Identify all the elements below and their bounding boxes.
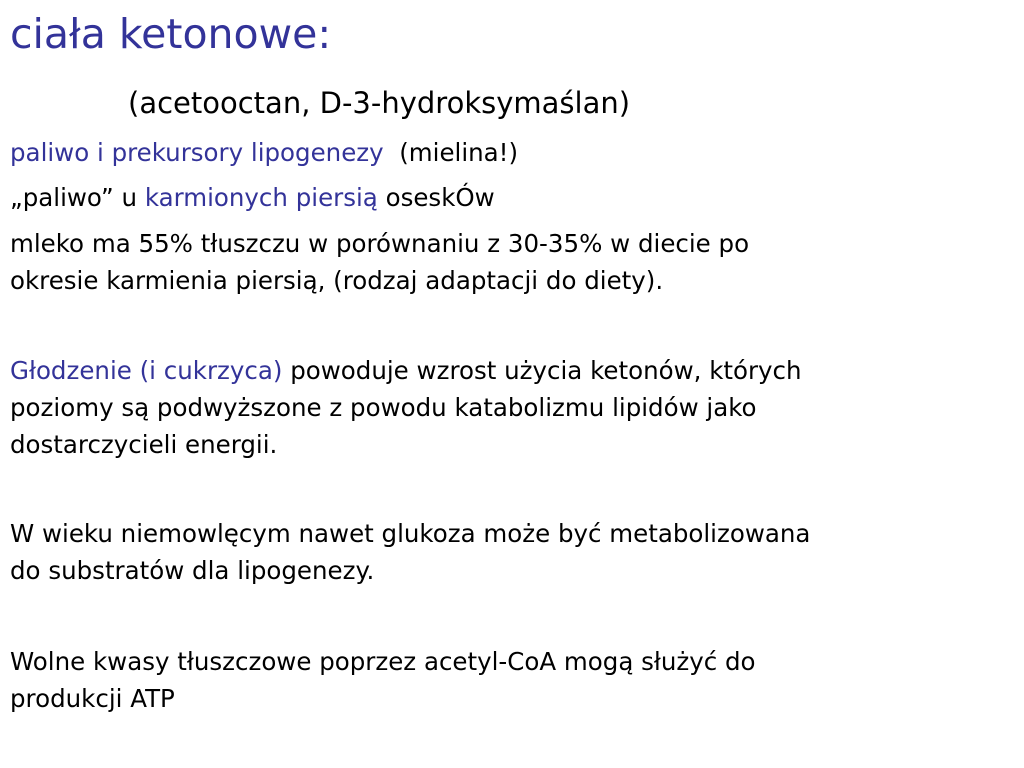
starvation-line-3: dostarczycieli energii.	[10, 430, 278, 459]
slide-title: ciała ketonowe:	[10, 10, 332, 58]
breastfed-fuel-line	[10, 179, 495, 216]
fuel-lipogenesis-line	[10, 134, 518, 171]
infancy-paragraph	[10, 515, 1010, 589]
starvation-paragraph	[10, 352, 1010, 463]
starvation-line-1-rest: powoduje wzrost użycia ketonów, których	[282, 356, 802, 385]
milk-fat-line-2: okresie karmienia piersią, (rodzaj adaptacji do diety).	[10, 266, 664, 295]
fatty-acids-line-2: produkcji ATP	[10, 684, 175, 713]
breastfed-fuel-prefix: „paliwo” u	[10, 183, 145, 212]
breastfed-fuel-suffix: oseskÓw	[377, 183, 495, 212]
slide-subtitle: (acetooctan, D-3-hydroksymaślan)	[128, 86, 631, 120]
milk-fat-line-1: mleko ma 55% tłuszczu w porównaniu z 30-35% w diecie po	[10, 229, 750, 258]
infancy-line-2: do substratów dla lipogenezy.	[10, 556, 375, 585]
breastfed-highlight: karmionych piersią	[144, 183, 378, 212]
fuel-lipogenesis-highlight: paliwo i prekursory lipogenezy	[10, 138, 384, 167]
fatty-acids-paragraph	[10, 643, 1010, 717]
infancy-line-1: W wieku niemowlęcym nawet glukoza może być metabolizowana	[10, 519, 811, 548]
milk-fat-paragraph	[10, 225, 1010, 299]
starvation-highlight: Głodzenie (i cukrzyca)	[10, 356, 283, 385]
starvation-line-1	[10, 352, 1010, 389]
starvation-line-2: poziomy są podwyższone z powodu katabolizmu lipidów jako	[10, 393, 757, 422]
fatty-acids-line-1: Wolne kwasy tłuszczowe poprzez acetyl-CoA mogą służyć do	[10, 647, 756, 676]
myelin-note: (mielina!)	[383, 138, 519, 167]
